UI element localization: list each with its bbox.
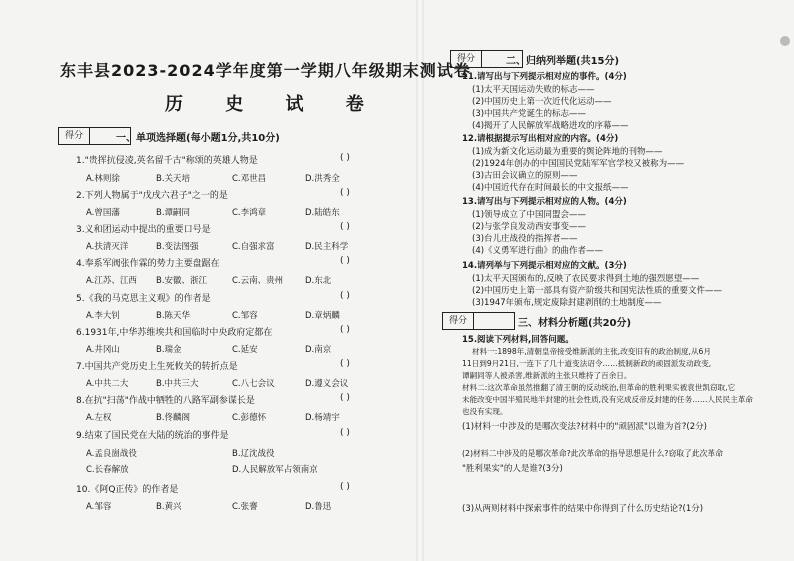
- q10-stem: 10.《阿Q正传》的作者是: [76, 485, 179, 495]
- q1-opt-d: D.洪秀全: [305, 174, 340, 184]
- q1-stem: 1."贵挥抗侵凌,英名留千古"称颂的英雄人物是: [76, 156, 258, 166]
- q6-opt-a: A.井冈山: [86, 345, 120, 355]
- q3-opt-c: C.自强求富: [232, 242, 275, 252]
- q13-item-1: (1)领导成立了中国同盟会——: [472, 210, 587, 220]
- q6-answer-paren: ( ): [340, 325, 350, 335]
- q3-answer-paren: ( ): [340, 222, 350, 232]
- exam-title: 东丰县2023-2024学年度第一学期八年级期末测试卷: [60, 61, 471, 80]
- q4-opt-a: A.江苏、江西: [86, 276, 137, 286]
- q8-answer-paren: ( ): [340, 393, 350, 403]
- q14-item-3: (3)1947年颁布,规定废除封建剥削的土地制度——: [472, 298, 662, 308]
- q10-opt-d: D.鲁迅: [305, 502, 332, 512]
- q11-item-1: (1)太平天国运动失败的标志——: [472, 85, 595, 95]
- q9-stem: 9.结束了国民党在大陆的统治的事件是: [76, 431, 229, 441]
- score-box-3: [442, 312, 515, 330]
- q2-stem: 2.下列人物属于"戊戌六君子"之一的是: [76, 191, 228, 201]
- q4-opt-d: D.东北: [305, 276, 332, 286]
- q4-stem: 4.奉系军阀张作霖的势力主要盘踞在: [76, 259, 220, 269]
- q9-opt-c: C.长春解放: [86, 465, 129, 475]
- q12-item-3: (3)古田会议确立的原则——: [472, 171, 578, 181]
- score-blank-3: [474, 313, 514, 329]
- q15-material2-line1: 材料二:这次革命虽然推翻了清王朝的反动统治,但革命的胜利果实被袁世凯窃取,它: [462, 383, 736, 392]
- q6-opt-c: C.延安: [232, 345, 258, 355]
- q5-opt-b: B.陈天华: [156, 311, 191, 321]
- q4-opt-b: B.安徽、浙江: [156, 276, 208, 286]
- q4-answer-paren: ( ): [340, 256, 350, 266]
- q5-opt-c: C.邹容: [232, 311, 258, 321]
- q15-stem: 15.阅读下列材料,回答问题。: [462, 335, 574, 345]
- q6-opt-d: D.南京: [305, 345, 332, 355]
- q3-stem: 3.义和团运动中提出的重要口号是: [76, 225, 211, 235]
- q12-item-1: (1)成为新文化运动最为重要的舆论阵地的刊物——: [472, 147, 663, 157]
- q10-opt-c: C.张謇: [232, 502, 258, 512]
- score-label-2: 得分: [451, 51, 482, 67]
- q10-opt-b: B.黄兴: [156, 502, 182, 512]
- right-page: [420, 0, 794, 561]
- q8-opt-b: B.佟麟阁: [156, 413, 191, 423]
- q9-opt-d: D.人民解放军占领南京: [232, 465, 318, 475]
- q3-opt-d: D.民主科学: [305, 242, 349, 252]
- q13-item-3: (3)台儿庄战役的指挥者——: [472, 234, 578, 244]
- q9-opt-b: B.辽沈战役: [232, 449, 275, 459]
- q7-opt-c: C.八七会议: [232, 379, 275, 389]
- q4-opt-c: C.云南、贵州: [232, 276, 284, 286]
- q2-opt-b: B.谭嗣同: [156, 208, 191, 218]
- hole-punch: [780, 36, 790, 46]
- q1-answer-paren: ( ): [340, 153, 350, 163]
- score-label-3: 得分: [443, 313, 474, 329]
- section1-heading: 一、单项选择题(每小题1分,共10分): [116, 133, 280, 144]
- q15-sub2-line1: (2)材料二中涉及的是哪次革命?此次革命的指导思想是什么?窃取了此次革命: [462, 449, 724, 458]
- q15-material1-line2: 11日到9月21日,一连下了几十道变法诏令……抵制新政的顽固派发动政变,: [462, 359, 712, 368]
- q2-answer-paren: ( ): [340, 188, 350, 198]
- q8-opt-a: A.左权: [86, 413, 112, 423]
- q9-answer-paren: ( ): [340, 428, 350, 438]
- q15-material2-line2: 未能改变中国半殖民地半封建的社会性质,没有完成反帝反封建的任务……人民民主革命: [462, 395, 753, 404]
- q6-stem: 6.1931年,中华苏维埃共和国临时中央政府定都在: [76, 328, 273, 338]
- q15-material1-line3: 谭嗣同等人被杀害,维新派的主张只维持了百余日。: [462, 371, 632, 380]
- q5-opt-d: D.章炳麟: [305, 311, 340, 321]
- q2-opt-d: D.陆皓东: [305, 208, 340, 218]
- q7-opt-a: A.中共二大: [86, 379, 129, 389]
- q13-item-4: (4)《义勇军进行曲》的曲作者——: [472, 246, 604, 256]
- q5-answer-paren: ( ): [340, 291, 350, 301]
- q10-answer-paren: ( ): [340, 482, 350, 492]
- q10-opt-a: A.邹容: [86, 502, 112, 512]
- q13-stem: 13.请写出与下列提示相对应的人物。(4分): [462, 197, 627, 207]
- q2-opt-c: C.李鸿章: [232, 208, 267, 218]
- q12-stem: 12.请根据提示写出相对应的内容。(4分): [462, 134, 619, 144]
- q7-answer-paren: ( ): [340, 359, 350, 369]
- q1-opt-a: A.林则徐: [86, 174, 120, 184]
- q3-opt-b: B.变法图强: [156, 242, 199, 252]
- q11-item-3: (3)中国共产党诞生的标志——: [472, 109, 587, 119]
- q5-opt-a: A.李大钊: [86, 311, 120, 321]
- q8-opt-d: D.杨靖宇: [305, 413, 340, 423]
- q1-opt-b: B.关天培: [156, 174, 191, 184]
- q2-opt-a: A.曾国藩: [86, 208, 120, 218]
- q15-sub1: (1)材料一中涉及的是哪次变法?材料中的"顽固派"以谁为首?(2分): [462, 422, 707, 432]
- q11-item-2: (2)中国历史上第一次近代化运动——: [472, 97, 612, 107]
- q14-stem: 14.请列举与下列提示相对应的文献。(3分): [462, 261, 627, 271]
- q12-item-4: (4)中国近代存在时间最长的中文报纸——: [472, 183, 629, 193]
- section2-heading: 二、归纳列举题(共15分): [506, 56, 620, 67]
- q8-opt-c: C.彭德怀: [232, 413, 267, 423]
- q8-stem: 8.在抗"扫荡"作战中牺牲的八路军副参谋长是: [76, 396, 255, 406]
- q14-item-1: (1)太平天国颁布的,反映了农民要求得到土地的强烈愿望——: [472, 274, 700, 284]
- score-label: 得分: [59, 128, 90, 144]
- q15-sub2-line2: "胜利果实"的人是谁?(3分): [462, 464, 563, 474]
- q11-stem: 11.请写出与下列提示相对应的事件。(4分): [462, 72, 627, 82]
- q1-opt-c: C.邓世昌: [232, 174, 267, 184]
- q13-item-2: (2)与张学良发动西安事变——: [472, 222, 587, 232]
- q6-opt-b: B.瑞金: [156, 345, 182, 355]
- q15-material1-line1: 材料一:1898年,清朝皇帝接受维新派的主张,改变旧有的政治制度,从6月: [472, 347, 711, 356]
- q15-material2-line3: 也没有实现。: [462, 407, 508, 416]
- q11-item-4: (4)揭开了人民解放军战略进攻的序幕——: [472, 121, 629, 131]
- q7-opt-d: D.遵义会议: [305, 379, 349, 389]
- q3-opt-a: A.扶清灭洋: [86, 242, 129, 252]
- q15-sub3: (3)从两则材料中探索事件的结果中你得到了什么历史结论?(1分): [462, 504, 704, 514]
- exam-subtitle: 历 史 试 卷: [165, 94, 382, 115]
- section3-heading: 三、材料分析题(共20分): [518, 318, 632, 329]
- q5-stem: 5.《我的马克思主义观》的作者是: [76, 294, 211, 304]
- q7-stem: 7.中国共产党历史上生死攸关的转折点是: [76, 362, 238, 372]
- q9-opt-a: A.孟良崮战役: [86, 449, 137, 459]
- q12-item-2: (2)1924年创办的中国国民党陆军军官学校又被称为——: [472, 159, 685, 169]
- q14-item-2: (2)中国历史上第一部具有资产阶级共和国宪法性质的重要文件——: [472, 286, 723, 296]
- q7-opt-b: B.中共三大: [156, 379, 199, 389]
